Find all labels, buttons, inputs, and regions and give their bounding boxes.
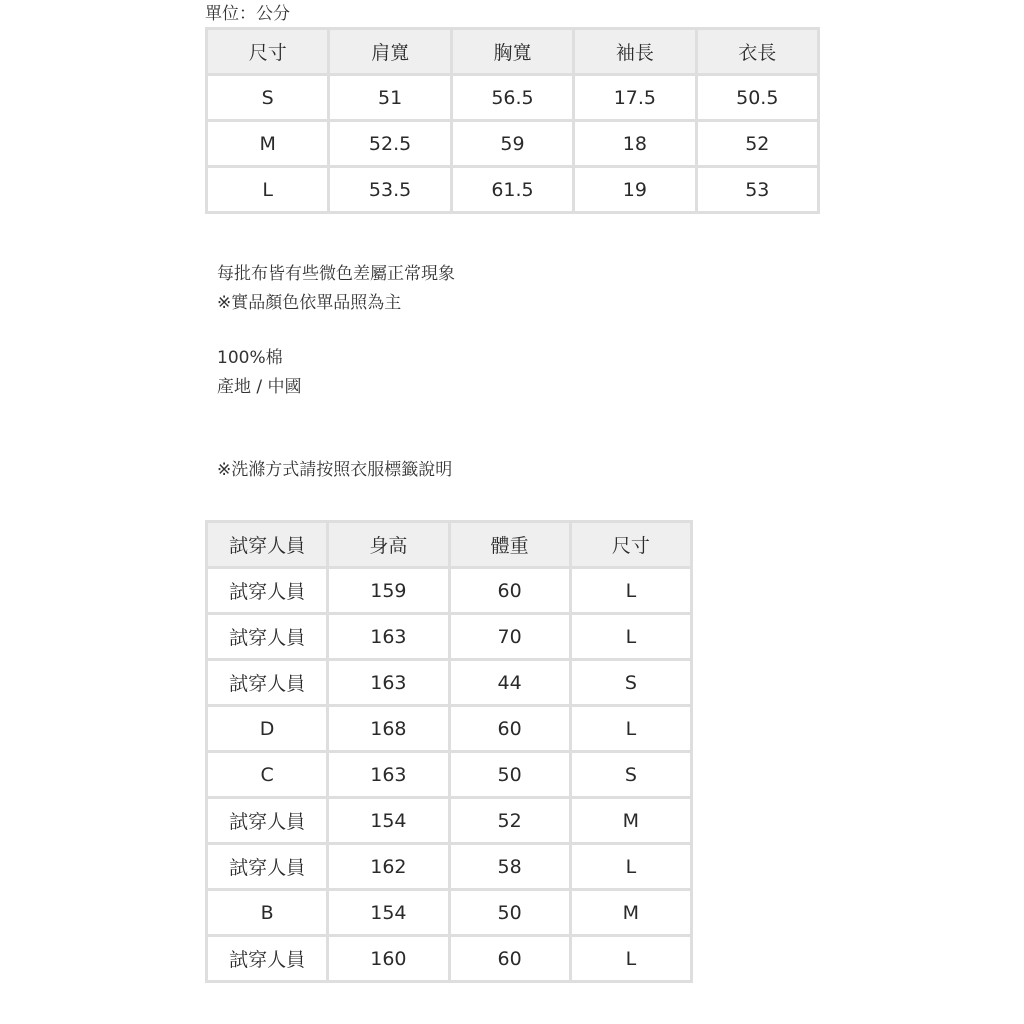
table-cell: S (570, 660, 691, 706)
table-cell: 50 (449, 890, 570, 936)
size-table-header-size: 尺寸 (207, 29, 329, 75)
table-cell: 44 (449, 660, 570, 706)
table-cell: 52 (696, 121, 818, 167)
table-row (207, 798, 692, 844)
table-cell: 163 (328, 752, 449, 798)
table-cell: 17.5 (574, 75, 696, 121)
table-cell: 53 (696, 167, 818, 213)
table-cell: 163 (328, 614, 449, 660)
table-cell: 70 (449, 614, 570, 660)
fitting-model-table (205, 520, 693, 983)
table-row (207, 614, 692, 660)
table-cell: S (570, 752, 691, 798)
table-row (207, 844, 692, 890)
table-cell: 60 (449, 936, 570, 982)
table-cell: B (207, 890, 328, 936)
fit-table-header-row (207, 522, 692, 568)
washing-note: ※洗滌方式請按照衣服標籤說明 (217, 460, 453, 480)
table-cell: 58 (449, 844, 570, 890)
color-variance-note: 每批布皆有些微色差屬正常現象 (217, 264, 455, 284)
table-cell: 試穿人員 (207, 568, 328, 614)
table-row (207, 706, 692, 752)
table-cell: M (207, 121, 329, 167)
table-row (207, 167, 819, 213)
table-cell: M (570, 890, 691, 936)
origin-note: 產地 / 中國 (217, 377, 302, 397)
table-cell: 試穿人員 (207, 660, 328, 706)
table-cell: 試穿人員 (207, 798, 328, 844)
table-cell: 52.5 (329, 121, 451, 167)
unit-label: 單位：公分 (205, 4, 290, 24)
table-cell: D (207, 706, 328, 752)
table-cell: 56.5 (451, 75, 573, 121)
size-table-header-chest: 胸寬 (451, 29, 573, 75)
table-row (207, 75, 819, 121)
table-cell: 52 (449, 798, 570, 844)
size-table-header-sleeve: 袖長 (574, 29, 696, 75)
table-cell: 53.5 (329, 167, 451, 213)
table-cell: 18 (574, 121, 696, 167)
table-cell: 51 (329, 75, 451, 121)
table-row (207, 660, 692, 706)
fit-table-header-height: 身高 (328, 522, 449, 568)
table-cell: 162 (328, 844, 449, 890)
size-table-header-row (207, 29, 819, 75)
table-cell: 59 (451, 121, 573, 167)
fit-table-header-size: 尺寸 (570, 522, 691, 568)
table-cell: 168 (328, 706, 449, 752)
table-cell: L (570, 568, 691, 614)
table-cell: L (570, 936, 691, 982)
material-note: 100%棉 (217, 348, 283, 368)
table-cell: 61.5 (451, 167, 573, 213)
fit-table-header-weight: 體重 (449, 522, 570, 568)
table-cell: 160 (328, 936, 449, 982)
table-cell: L (570, 614, 691, 660)
table-cell: 試穿人員 (207, 936, 328, 982)
table-cell: 試穿人員 (207, 614, 328, 660)
size-table-header-shoulder: 肩寬 (329, 29, 451, 75)
table-row (207, 890, 692, 936)
table-cell: 154 (328, 798, 449, 844)
table-cell: C (207, 752, 328, 798)
table-row (207, 752, 692, 798)
table-cell: M (570, 798, 691, 844)
table-row (207, 936, 692, 982)
product-color-note: ※實品顏色依單品照為主 (217, 293, 402, 313)
table-cell: 試穿人員 (207, 844, 328, 890)
table-cell: 50 (449, 752, 570, 798)
table-row (207, 568, 692, 614)
table-cell: 50.5 (696, 75, 818, 121)
size-table-header-length: 衣長 (696, 29, 818, 75)
size-chart-table (205, 27, 820, 214)
table-cell: 154 (328, 890, 449, 936)
table-cell: S (207, 75, 329, 121)
table-cell: L (207, 167, 329, 213)
fit-table-header-model: 試穿人員 (207, 522, 328, 568)
table-cell: 60 (449, 568, 570, 614)
table-cell: 60 (449, 706, 570, 752)
table-cell: L (570, 706, 691, 752)
table-cell: L (570, 844, 691, 890)
table-row (207, 121, 819, 167)
table-cell: 163 (328, 660, 449, 706)
table-cell: 19 (574, 167, 696, 213)
table-cell: 159 (328, 568, 449, 614)
